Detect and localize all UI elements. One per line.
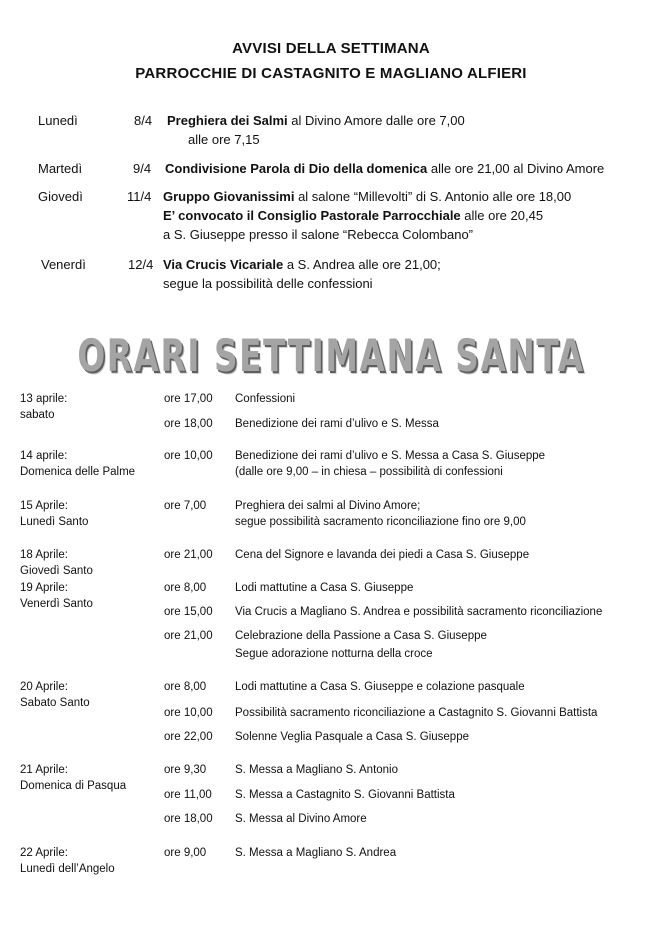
event-text: S. Messa a Magliano S. Antonio [235, 764, 399, 776]
event-text: Lodi mattutine a Casa S. Giuseppe e colazione pasquale [235, 681, 525, 693]
event-text: Celebrazione della Passione a Casa S. Giuseppe [235, 630, 487, 642]
event-time: ore 11,00 [164, 789, 212, 801]
event-text: Possibilità sacramento riconciliazione a Castagnito S. Giovanni Battista [235, 707, 598, 719]
schedule-day: 21 Aprile: Domenica di Pasqua [20, 764, 127, 792]
schedule-day: 20 Aprile: Sabato Santo [20, 681, 90, 709]
event-text: Via Crucis a Magliano S. Andrea e possibilità sacramento riconciliazione [235, 606, 603, 618]
avviso-martedi [38, 159, 638, 179]
event-time: ore 7,00 [164, 500, 207, 512]
event-text: S. Messa a Castagnito S. Giovanni Battista [235, 789, 455, 801]
event-time: ore 22,00 [164, 731, 213, 743]
event-text: S. Messa a Magliano S. Andrea [235, 847, 397, 859]
avviso-text: Condivisione Parola di Dio della domenica alle ore 21,00 al Divino Amore [165, 161, 605, 176]
event-text: Lodi mattutine a Casa S. Giuseppe [235, 582, 414, 594]
heading-parrocchie: PARROCCHIE DI CASTAGNITO E MAGLIANO ALFIERI [135, 65, 527, 82]
event-time: ore 9,30 [164, 764, 207, 776]
event-time: ore 21,00 [164, 630, 213, 642]
schedule-day: 18 Aprile: Giovedì Santo [20, 549, 93, 577]
event-time: ore 18,00 [164, 813, 213, 825]
schedule-day: 19 Aprile: Venerdì Santo [20, 582, 93, 610]
event-time: ore 21,00 [164, 549, 213, 561]
schedule-day: 22 Aprile: Lunedì dell’Angelo [20, 847, 115, 875]
avviso-date: 8/4 [134, 113, 153, 128]
event-text-line2: segue possibilità sacramento riconciliazione fino ore 9,00 [235, 516, 526, 528]
avviso-text: Preghiera dei Salmi al Divino Amore dalle ore 7,00 [167, 113, 465, 128]
schedule-day: 15 Aprile: Lunedì Santo [20, 500, 89, 528]
event-text-line2: Segue adorazione notturna della croce [235, 648, 433, 660]
avviso-text: Via Crucis Vicariale a S. Andrea alle ore 21,00; [163, 257, 441, 272]
event-text: Cena del Signore e lavanda dei piedi a Casa S. Giuseppe [235, 549, 530, 561]
avviso-giovedi [38, 187, 638, 247]
avviso-day: Venerdì [41, 257, 86, 272]
event-text: Benedizione dei rami d’ulivo e S. Messa [235, 418, 439, 430]
event-time: ore 10,00 [164, 707, 213, 719]
avviso-date: 12/4 [128, 257, 154, 272]
avviso-venerdi [41, 255, 641, 295]
banner-orari-settimana-santa: ORARI SETTIMANA SANTA [77, 330, 585, 382]
avviso-text: Gruppo Giovanissimi al salone “Millevolti” di S. Antonio alle ore 18,00 [163, 189, 572, 204]
avviso-date: 9/4 [133, 161, 152, 176]
avviso-text-line2: E’ convocato il Consiglio Pastorale Parrocchiale alle ore 20,45 [163, 208, 544, 223]
heading-avvisi: AVVISI DELLA SETTIMANA [232, 40, 430, 57]
avviso-text-line3: a S. Giuseppe presso il salone “Rebecca Colombano” [163, 227, 474, 242]
schedule-day: 14 aprile: Domenica delle Palme [20, 450, 136, 478]
event-time: ore 8,00 [164, 582, 207, 594]
schedule-day: 13 aprile: sabato [20, 393, 68, 421]
event-text: Confessioni [235, 393, 296, 405]
event-text: Benedizione dei rami d’ulivo e S. Messa a Casa S. Giuseppe [235, 450, 546, 462]
avviso-text-line2: alle ore 7,15 [188, 132, 260, 147]
event-time: ore 9,00 [164, 847, 207, 859]
event-time: ore 15,00 [164, 606, 213, 618]
event-time: ore 8,00 [164, 681, 207, 693]
avviso-day: Giovedì [38, 189, 83, 204]
event-time: ore 10,00 [164, 450, 213, 462]
event-text-line2: (dalle ore 9,00 – in chiesa – possibilità di confessioni [235, 466, 503, 478]
avviso-day: Martedì [38, 161, 83, 176]
event-time: ore 17,00 [164, 393, 213, 405]
event-text: Solenne Veglia Pasquale a Casa S. Giuseppe [235, 731, 469, 743]
avviso-day: Lunedì [38, 113, 78, 128]
event-text: Preghiera dei salmi al Divino Amore; [235, 500, 421, 512]
event-time: ore 18,00 [164, 418, 213, 430]
avviso-date: 11/4 [127, 189, 152, 204]
avviso-lunedi [38, 111, 638, 151]
event-text: S. Messa al Divino Amore [235, 813, 367, 825]
avviso-text-line2: segue la possibilità delle confessioni [163, 276, 373, 291]
